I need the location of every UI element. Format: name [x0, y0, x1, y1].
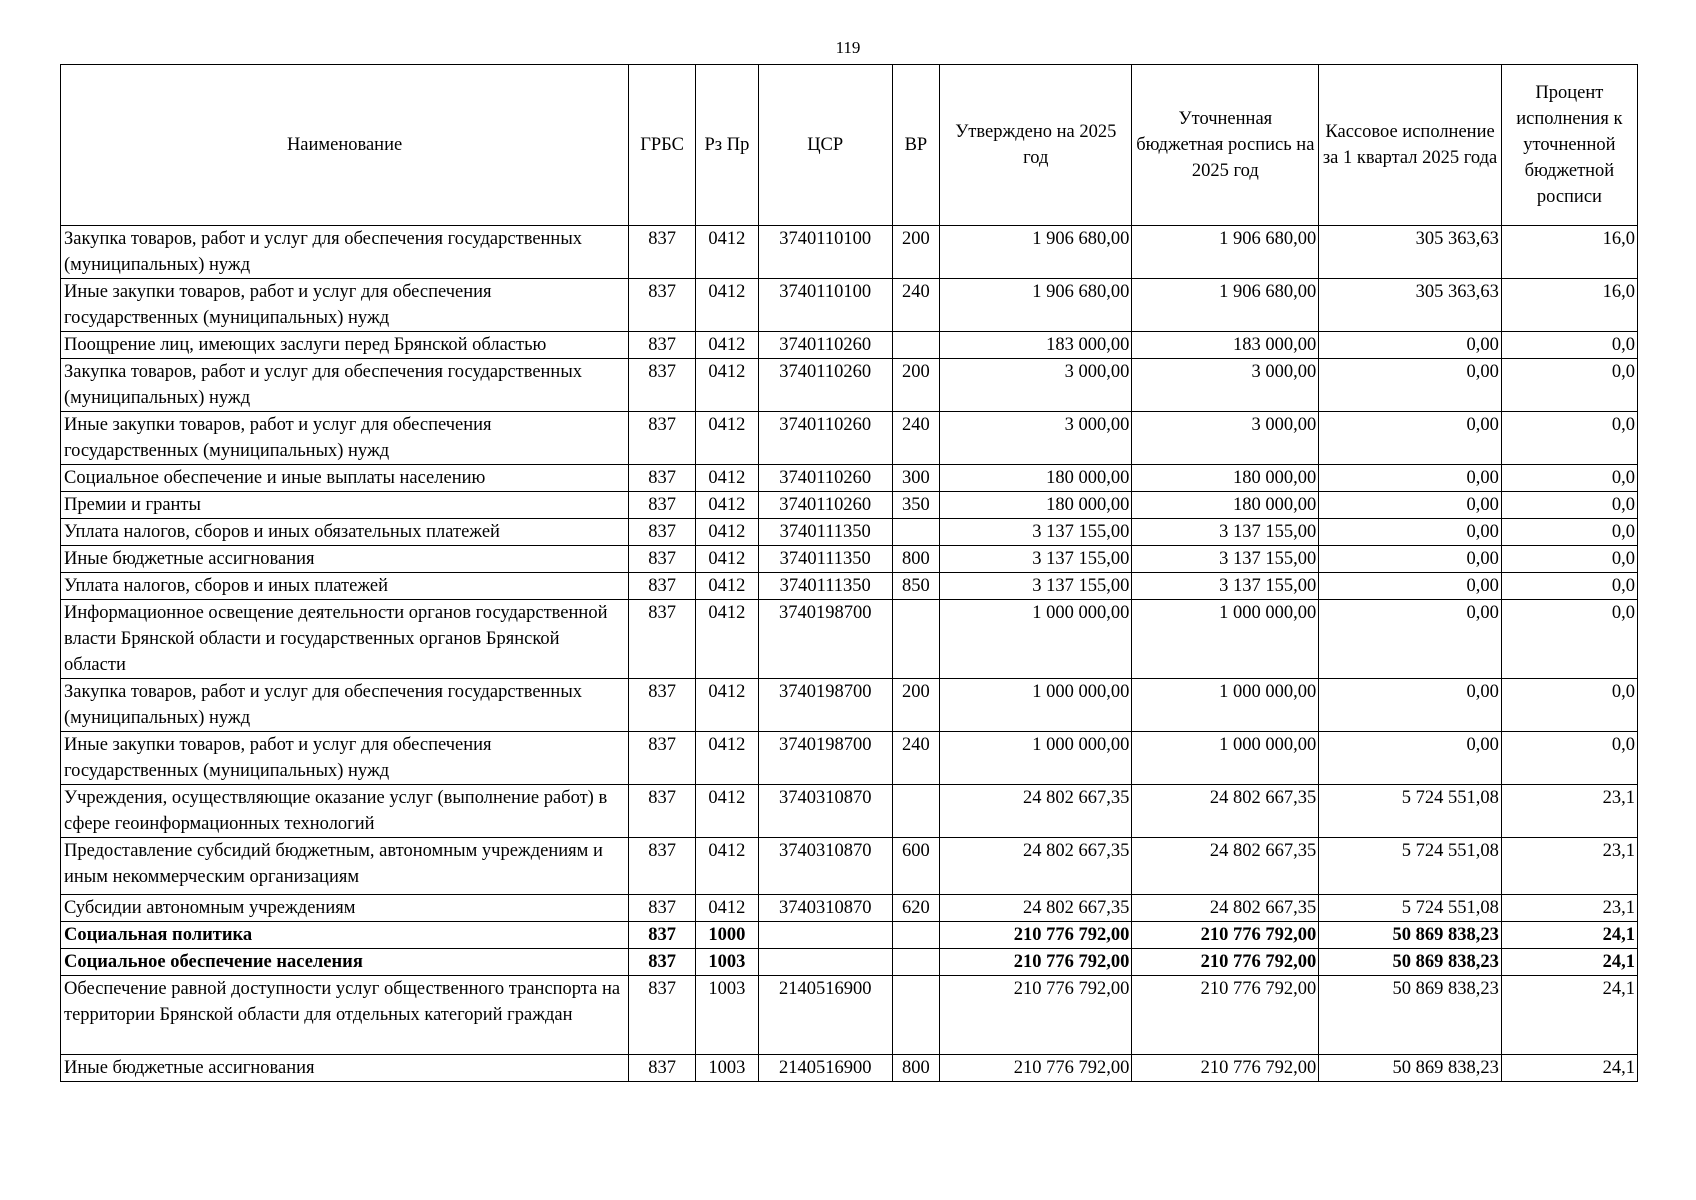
cell-csr: 2140516900: [758, 976, 892, 1055]
cell-vr: [892, 332, 940, 359]
cell-cash: 50 869 838,23: [1319, 922, 1502, 949]
table-row: [61, 838, 1638, 895]
cell-grbs: 837: [629, 922, 696, 949]
cell-refined: 183 000,00: [1132, 332, 1319, 359]
cell-rzpr: 0412: [696, 226, 759, 279]
cell-grbs: 837: [629, 465, 696, 492]
cell-rzpr: 0412: [696, 600, 759, 679]
table-row: [61, 949, 1638, 976]
cell-cash: 305 363,63: [1319, 226, 1502, 279]
cell-approved: 210 776 792,00: [940, 949, 1132, 976]
cell-percent: 0,0: [1501, 465, 1637, 492]
cell-grbs: 837: [629, 492, 696, 519]
cell-name: Предоставление субсидий бюджетным, автономным учреждениям и иным некоммерческим организациям: [61, 838, 629, 895]
cell-vr: 240: [892, 279, 940, 332]
table-row: [61, 546, 1638, 573]
cell-csr: 3740198700: [758, 679, 892, 732]
cell-percent: 0,0: [1501, 679, 1637, 732]
cell-name: Информационное освещение деятельности органов государственной власти Брянской области и государственных органов Брянской области: [61, 600, 629, 679]
table-row: [61, 785, 1638, 838]
cell-name: Иные закупки товаров, работ и услуг для обеспечения государственных (муниципальных) нужд: [61, 279, 629, 332]
cell-grbs: 837: [629, 895, 696, 922]
cell-refined: 180 000,00: [1132, 465, 1319, 492]
cell-cash: 0,00: [1319, 359, 1502, 412]
cell-approved: 3 000,00: [940, 412, 1132, 465]
cell-percent: 23,1: [1501, 838, 1637, 895]
table-row: [61, 679, 1638, 732]
cell-csr: 3740110100: [758, 226, 892, 279]
cell-name: Социальная политика: [61, 922, 629, 949]
page-number: 119: [835, 38, 861, 57]
cell-cash: 0,00: [1319, 492, 1502, 519]
header-cash: Кассовое исполнение за 1 квартал 2025 года: [1319, 65, 1502, 226]
cell-cash: 50 869 838,23: [1319, 949, 1502, 976]
cell-grbs: 837: [629, 679, 696, 732]
cell-csr: 2140516900: [758, 1055, 892, 1082]
header-vr: ВР: [892, 65, 940, 226]
cell-grbs: 837: [629, 732, 696, 785]
cell-cash: 0,00: [1319, 546, 1502, 573]
cell-grbs: 837: [629, 600, 696, 679]
table-row: [61, 1055, 1638, 1082]
table-row: [61, 332, 1638, 359]
cell-vr: 800: [892, 546, 940, 573]
cell-approved: 3 137 155,00: [940, 573, 1132, 600]
cell-name: Закупка товаров, работ и услуг для обеспечения государственных (муниципальных) нужд: [61, 359, 629, 412]
cell-vr: 300: [892, 465, 940, 492]
cell-percent: 23,1: [1501, 895, 1637, 922]
cell-grbs: 837: [629, 359, 696, 412]
table-row: [61, 279, 1638, 332]
cell-percent: 16,0: [1501, 226, 1637, 279]
cell-rzpr: 0412: [696, 279, 759, 332]
cell-refined: 1 906 680,00: [1132, 279, 1319, 332]
cell-grbs: 837: [629, 1055, 696, 1082]
cell-rzpr: 1003: [696, 1055, 759, 1082]
cell-approved: 24 802 667,35: [940, 895, 1132, 922]
cell-approved: 3 000,00: [940, 359, 1132, 412]
cell-percent: 0,0: [1501, 600, 1637, 679]
cell-approved: 3 137 155,00: [940, 519, 1132, 546]
cell-vr: 200: [892, 359, 940, 412]
cell-rzpr: 1000: [696, 922, 759, 949]
cell-cash: 0,00: [1319, 332, 1502, 359]
cell-approved: 180 000,00: [940, 492, 1132, 519]
cell-name: Закупка товаров, работ и услуг для обеспечения государственных (муниципальных) нужд: [61, 226, 629, 279]
cell-rzpr: 0412: [696, 332, 759, 359]
cell-grbs: 837: [629, 976, 696, 1055]
cell-cash: 0,00: [1319, 519, 1502, 546]
cell-cash: 0,00: [1319, 465, 1502, 492]
cell-vr: 350: [892, 492, 940, 519]
cell-vr: 240: [892, 732, 940, 785]
cell-refined: 1 000 000,00: [1132, 600, 1319, 679]
cell-csr: 3740110260: [758, 332, 892, 359]
cell-percent: 24,1: [1501, 976, 1637, 1055]
cell-cash: 0,00: [1319, 732, 1502, 785]
cell-name: Закупка товаров, работ и услуг для обеспечения государственных (муниципальных) нужд: [61, 679, 629, 732]
cell-csr: 3740110260: [758, 465, 892, 492]
cell-name: Субсидии автономным учреждениям: [61, 895, 629, 922]
cell-cash: 50 869 838,23: [1319, 976, 1502, 1055]
cell-name: Социальное обеспечение и иные выплаты населению: [61, 465, 629, 492]
cell-percent: 24,1: [1501, 922, 1637, 949]
table-row: [61, 226, 1638, 279]
table-row: [61, 492, 1638, 519]
cell-refined: 3 000,00: [1132, 359, 1319, 412]
cell-refined: 3 137 155,00: [1132, 519, 1319, 546]
cell-grbs: 837: [629, 279, 696, 332]
table-row: [61, 573, 1638, 600]
cell-percent: 0,0: [1501, 492, 1637, 519]
cell-cash: 5 724 551,08: [1319, 895, 1502, 922]
cell-rzpr: 0412: [696, 465, 759, 492]
table-row: [61, 465, 1638, 492]
header-csr: ЦСР: [758, 65, 892, 226]
cell-refined: 3 137 155,00: [1132, 573, 1319, 600]
table-row: [61, 359, 1638, 412]
header-approved: Утверждено на 2025 год: [940, 65, 1132, 226]
cell-name: Иные закупки товаров, работ и услуг для обеспечения государственных (муниципальных) нужд: [61, 732, 629, 785]
table-row: [61, 519, 1638, 546]
table-row: [61, 895, 1638, 922]
budget-table: [60, 64, 1638, 1082]
cell-grbs: 837: [629, 519, 696, 546]
cell-rzpr: 0412: [696, 573, 759, 600]
cell-rzpr: 0412: [696, 679, 759, 732]
cell-csr: 3740110260: [758, 492, 892, 519]
table-row: [61, 732, 1638, 785]
cell-grbs: 837: [629, 332, 696, 359]
cell-percent: 0,0: [1501, 573, 1637, 600]
cell-csr: 3740110260: [758, 359, 892, 412]
cell-rzpr: 1003: [696, 976, 759, 1055]
cell-rzpr: 0412: [696, 732, 759, 785]
cell-rzpr: 0412: [696, 492, 759, 519]
cell-grbs: 837: [629, 838, 696, 895]
header-name: Наименование: [61, 65, 629, 226]
cell-percent: 0,0: [1501, 359, 1637, 412]
cell-cash: 50 869 838,23: [1319, 1055, 1502, 1082]
cell-percent: 0,0: [1501, 332, 1637, 359]
cell-approved: 180 000,00: [940, 465, 1132, 492]
cell-rzpr: 0412: [696, 785, 759, 838]
cell-csr: 3740198700: [758, 732, 892, 785]
cell-rzpr: 0412: [696, 546, 759, 573]
cell-name: Поощрение лиц, имеющих заслуги перед Брянской областью: [61, 332, 629, 359]
cell-csr: 3740310870: [758, 838, 892, 895]
cell-approved: 210 776 792,00: [940, 922, 1132, 949]
cell-approved: 1 000 000,00: [940, 600, 1132, 679]
cell-refined: 1 000 000,00: [1132, 732, 1319, 785]
cell-csr: 3740198700: [758, 600, 892, 679]
cell-vr: [892, 519, 940, 546]
cell-vr: [892, 922, 940, 949]
cell-vr: 200: [892, 679, 940, 732]
table-row: [61, 412, 1638, 465]
cell-cash: 0,00: [1319, 573, 1502, 600]
cell-refined: 180 000,00: [1132, 492, 1319, 519]
cell-approved: 1 000 000,00: [940, 679, 1132, 732]
cell-rzpr: 0412: [696, 359, 759, 412]
cell-csr: 3740110260: [758, 412, 892, 465]
cell-grbs: 837: [629, 412, 696, 465]
cell-percent: 23,1: [1501, 785, 1637, 838]
cell-cash: 5 724 551,08: [1319, 838, 1502, 895]
cell-csr: [758, 949, 892, 976]
cell-approved: 1 906 680,00: [940, 226, 1132, 279]
cell-approved: 210 776 792,00: [940, 976, 1132, 1055]
cell-grbs: 837: [629, 785, 696, 838]
table-row: [61, 922, 1638, 949]
cell-name: Иные бюджетные ассигнования: [61, 546, 629, 573]
cell-rzpr: 0412: [696, 838, 759, 895]
cell-name: Обеспечение равной доступности услуг общественного транспорта на территории Брянской области для отдельных категорий граждан: [61, 976, 629, 1055]
cell-refined: 210 776 792,00: [1132, 949, 1319, 976]
cell-refined: 210 776 792,00: [1132, 976, 1319, 1055]
cell-vr: 600: [892, 838, 940, 895]
cell-refined: 24 802 667,35: [1132, 785, 1319, 838]
cell-percent: 0,0: [1501, 732, 1637, 785]
cell-approved: 183 000,00: [940, 332, 1132, 359]
cell-cash: 0,00: [1319, 679, 1502, 732]
cell-percent: 0,0: [1501, 546, 1637, 573]
cell-approved: 1 000 000,00: [940, 732, 1132, 785]
cell-grbs: 837: [629, 949, 696, 976]
cell-cash: 5 724 551,08: [1319, 785, 1502, 838]
cell-csr: 3740310870: [758, 895, 892, 922]
cell-percent: 0,0: [1501, 412, 1637, 465]
cell-name: Уплата налогов, сборов и иных платежей: [61, 573, 629, 600]
cell-approved: 1 906 680,00: [940, 279, 1132, 332]
header-percent: Процент исполнения к уточненной бюджетной росписи: [1501, 65, 1637, 226]
header-grbs: ГРБС: [629, 65, 696, 226]
table-header-row: [61, 65, 1638, 226]
cell-name: Учреждения, осуществляющие оказание услуг (выполнение работ) в сфере геоинформационных технологий: [61, 785, 629, 838]
cell-vr: [892, 949, 940, 976]
cell-vr: [892, 785, 940, 838]
cell-name: Социальное обеспечение населения: [61, 949, 629, 976]
header-rzpr: Рз Пр: [696, 65, 759, 226]
cell-vr: 620: [892, 895, 940, 922]
cell-rzpr: 0412: [696, 519, 759, 546]
cell-rzpr: 1003: [696, 949, 759, 976]
cell-approved: 24 802 667,35: [940, 838, 1132, 895]
table-row: [61, 976, 1638, 1055]
cell-refined: 210 776 792,00: [1132, 922, 1319, 949]
cell-vr: 850: [892, 573, 940, 600]
cell-grbs: 837: [629, 573, 696, 600]
cell-cash: 0,00: [1319, 412, 1502, 465]
cell-vr: 240: [892, 412, 940, 465]
cell-grbs: 837: [629, 226, 696, 279]
cell-refined: 3 137 155,00: [1132, 546, 1319, 573]
cell-name: Иные закупки товаров, работ и услуг для обеспечения государственных (муниципальных) нужд: [61, 412, 629, 465]
cell-vr: [892, 600, 940, 679]
cell-csr: [758, 922, 892, 949]
cell-vr: 800: [892, 1055, 940, 1082]
cell-csr: 3740110100: [758, 279, 892, 332]
cell-refined: 1 000 000,00: [1132, 679, 1319, 732]
cell-name: Иные бюджетные ассигнования: [61, 1055, 629, 1082]
cell-csr: 3740111350: [758, 546, 892, 573]
cell-rzpr: 0412: [696, 412, 759, 465]
cell-grbs: 837: [629, 546, 696, 573]
cell-rzpr: 0412: [696, 895, 759, 922]
header-refined: Уточненная бюджетная роспись на 2025 год: [1132, 65, 1319, 226]
cell-name: Премии и гранты: [61, 492, 629, 519]
cell-percent: 0,0: [1501, 519, 1637, 546]
cell-cash: 0,00: [1319, 600, 1502, 679]
cell-refined: 210 776 792,00: [1132, 1055, 1319, 1082]
cell-approved: 24 802 667,35: [940, 785, 1132, 838]
cell-approved: 210 776 792,00: [940, 1055, 1132, 1082]
cell-csr: 3740310870: [758, 785, 892, 838]
cell-name: Уплата налогов, сборов и иных обязательных платежей: [61, 519, 629, 546]
cell-refined: 1 906 680,00: [1132, 226, 1319, 279]
cell-refined: 24 802 667,35: [1132, 895, 1319, 922]
cell-percent: 24,1: [1501, 949, 1637, 976]
cell-cash: 305 363,63: [1319, 279, 1502, 332]
cell-vr: 200: [892, 226, 940, 279]
cell-refined: 24 802 667,35: [1132, 838, 1319, 895]
cell-refined: 3 000,00: [1132, 412, 1319, 465]
table-row: [61, 600, 1638, 679]
cell-csr: 3740111350: [758, 573, 892, 600]
cell-vr: [892, 976, 940, 1055]
cell-csr: 3740111350: [758, 519, 892, 546]
cell-percent: 16,0: [1501, 279, 1637, 332]
cell-percent: 24,1: [1501, 1055, 1637, 1082]
cell-approved: 3 137 155,00: [940, 546, 1132, 573]
